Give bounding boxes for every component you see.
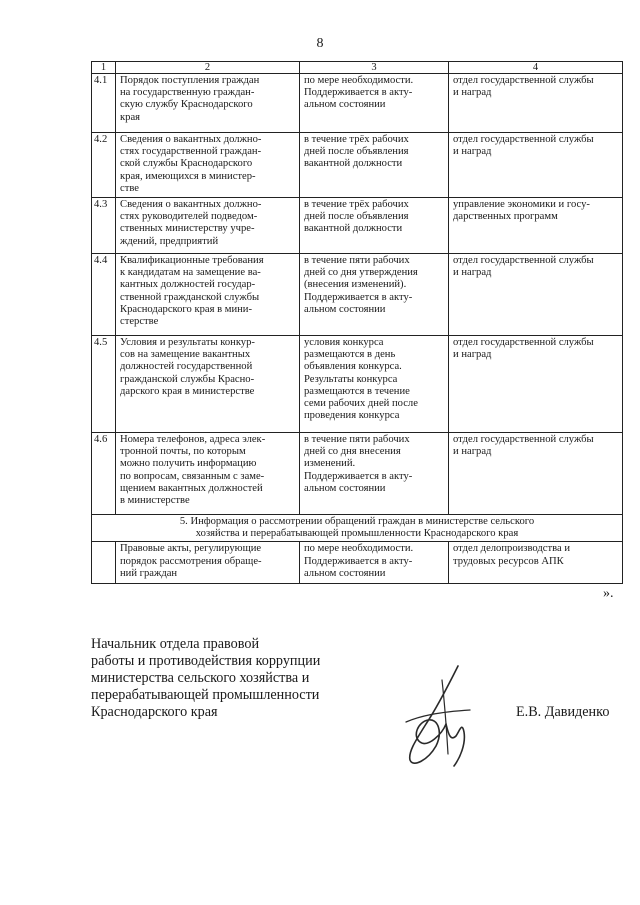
cell-line: Условия и результаты конкур- (120, 337, 255, 348)
cell-line: по мере необходимости. (304, 75, 414, 86)
cell-line: проведения конкурса (304, 410, 400, 422)
cell-line: сов на замещение вакантных (120, 349, 251, 361)
cell-line: Правовые акты, регулирующие (120, 543, 262, 555)
cell-line: Поддерживается в акту- (304, 87, 413, 99)
information-item (116, 542, 300, 584)
cell-line: к кандидатам на замещение ва- (120, 267, 261, 279)
placement-deadline (300, 542, 449, 584)
cell-line: 5. Информация о рассмотрении обращений граждан в министерстве сельского (179, 516, 535, 527)
cell-line: стях государственной граждан- (120, 146, 262, 158)
cell-line: стях руководителей подведом- (120, 211, 258, 223)
row-number: 4.6 (92, 433, 116, 515)
cell-line: альном состоянии (304, 99, 386, 111)
placement-deadline (300, 74, 449, 133)
cell-line: ждений, предприятий (120, 235, 219, 247)
cell-line: трудовых ресурсов АПК (453, 555, 564, 567)
placement-deadline (300, 336, 449, 433)
cell-line: кантных должностей государ- (120, 279, 256, 291)
information-item (116, 254, 300, 336)
cell-line: и наград (453, 349, 492, 361)
cell-line: должностей государственной (120, 361, 253, 373)
cell-line: ственной гражданской службы (120, 291, 260, 303)
cell-line: гражданской службы Красно- (120, 373, 255, 385)
cell-line: и наград (453, 267, 492, 279)
cell-line: ской службы Краснодарского (120, 158, 253, 170)
responsible-unit (449, 336, 623, 433)
column-header: 4 (449, 62, 623, 74)
responsible-unit (449, 433, 623, 515)
cell-line: Номера телефонов, адреса элек- (120, 434, 266, 445)
column-header: 1 (92, 62, 116, 74)
cell-line: отдел государственной службы (453, 75, 594, 86)
cell-line: щением вакантных должностей (120, 482, 263, 494)
information-item (116, 74, 300, 133)
position-line: перерабатывающей промышленности (91, 687, 320, 703)
cell-line: отдел государственной службы (453, 434, 594, 445)
table-row (92, 198, 623, 254)
cell-line: изменений. (304, 458, 356, 470)
cell-line: стве (120, 182, 139, 194)
responsible-unit (449, 198, 623, 254)
handwritten-signature (398, 662, 478, 772)
row-number: 4.5 (92, 336, 116, 433)
position-line: министерства сельского хозяйства и (91, 670, 310, 686)
cell-line: дней со дня утверждения (304, 267, 418, 279)
responsible-unit (449, 133, 623, 198)
cell-line: Краснодарского края в мини- (120, 303, 253, 315)
section-heading-row (92, 515, 623, 542)
table-row (92, 133, 623, 198)
cell-line: Порядок поступления граждан (120, 75, 260, 86)
row-number: 4.4 (92, 254, 116, 336)
cell-line: в течение трёх рабочих (304, 134, 409, 145)
cell-line: (внесения изменений). (304, 279, 407, 291)
row-number: 4.3 (92, 198, 116, 254)
section-title (92, 515, 623, 542)
cell-line: альном состоянии (304, 303, 386, 315)
cell-line: Результаты конкурса (304, 373, 398, 385)
cell-line: и наград (453, 87, 492, 99)
cell-line: дней после объявления (304, 146, 409, 158)
responsible-unit (449, 542, 623, 584)
cell-line: можно получить информацию (120, 458, 257, 470)
row-number: 4.1 (92, 74, 116, 133)
cell-line: альном состоянии (304, 567, 386, 579)
column-header: 2 (116, 62, 300, 74)
cell-line: отдел государственной службы (453, 337, 594, 348)
cell-line: ственных министерству учре- (120, 223, 255, 235)
cell-line: хозяйства и перерабатывающей промышленности Краснодарского края (195, 528, 519, 540)
cell-line: отдел делопроизводства и (453, 543, 570, 555)
cell-line: дней после объявления (304, 211, 409, 223)
cell-line: размещаются в день (304, 349, 396, 361)
cell-line: порядок рассмотрения обраще- (120, 555, 262, 567)
placement-deadline (300, 133, 449, 198)
cell-line: семи рабочих дней после (304, 398, 418, 410)
table-row (92, 542, 623, 584)
information-item (116, 336, 300, 433)
cell-line: ний граждан (120, 567, 178, 579)
cell-line: управление экономики и госу- (453, 199, 590, 210)
placement-deadline (300, 198, 449, 254)
cell-line: Сведения о вакантных должно- (120, 199, 262, 210)
cell-line: скую службу Краснодарского (120, 99, 253, 111)
column-header: 3 (300, 62, 449, 74)
cell-line: объявления конкурса. (304, 361, 402, 373)
cell-line: края (120, 111, 141, 123)
cell-line: дней со дня внесения (304, 446, 401, 458)
table-row (92, 433, 623, 515)
cell-line: Поддерживается в акту- (304, 291, 413, 303)
row-number (92, 542, 116, 584)
cell-line: условия конкурса (304, 337, 384, 348)
position-line: Краснодарского края (91, 704, 218, 720)
cell-line: дарственных программ (453, 211, 558, 223)
cell-line: вакантной должности (304, 223, 403, 235)
cell-line: Сведения о вакантных должно- (120, 134, 262, 145)
closing-quote: ». (603, 586, 614, 601)
cell-line: Поддерживается в акту- (304, 555, 413, 567)
responsible-unit (449, 254, 623, 336)
cell-line: вакантной должности (304, 158, 403, 170)
table-row (92, 74, 623, 133)
information-item (116, 133, 300, 198)
information-item (116, 198, 300, 254)
table-row (92, 254, 623, 336)
table-header-row (92, 62, 623, 74)
cell-line: отдел государственной службы (453, 134, 594, 145)
table-row (92, 336, 623, 433)
placement-deadline (300, 433, 449, 515)
cell-line: и наград (453, 146, 492, 158)
information-item (116, 433, 300, 515)
page-number: 8 (316, 36, 324, 51)
cell-line: отдел государственной службы (453, 255, 594, 266)
cell-line: и наград (453, 446, 492, 458)
information-table (91, 61, 623, 584)
cell-line: Квалификационные требования (120, 255, 264, 266)
cell-line: по вопросам, связанным с заме- (120, 470, 265, 482)
cell-line: в течение пяти рабочих (304, 434, 410, 445)
placement-deadline (300, 254, 449, 336)
cell-line: в министерстве (120, 495, 190, 507)
cell-line: в течение трёх рабочих (304, 199, 409, 210)
cell-line: стерстве (120, 316, 159, 328)
position-line: работы и противодействия коррупции (91, 653, 321, 669)
signatory-position (91, 636, 320, 721)
cell-line: дарского края в министерстве (120, 385, 255, 397)
cell-line: края, имеющихся в министер- (120, 170, 256, 182)
cell-line: размещаются в течение (304, 385, 410, 397)
cell-line: по мере необходимости. (304, 543, 414, 555)
responsible-unit (449, 74, 623, 133)
cell-line: Поддерживается в акту- (304, 470, 413, 482)
cell-line: альном состоянии (304, 482, 386, 494)
row-number: 4.2 (92, 133, 116, 198)
signatory-name: Е.В. Давиденко (516, 704, 610, 720)
cell-line: на государственную граждан- (120, 87, 255, 99)
cell-line: в течение пяти рабочих (304, 255, 410, 266)
position-line: Начальник отдела правовой (91, 636, 260, 652)
cell-line: тронной почты, по которым (120, 446, 246, 458)
